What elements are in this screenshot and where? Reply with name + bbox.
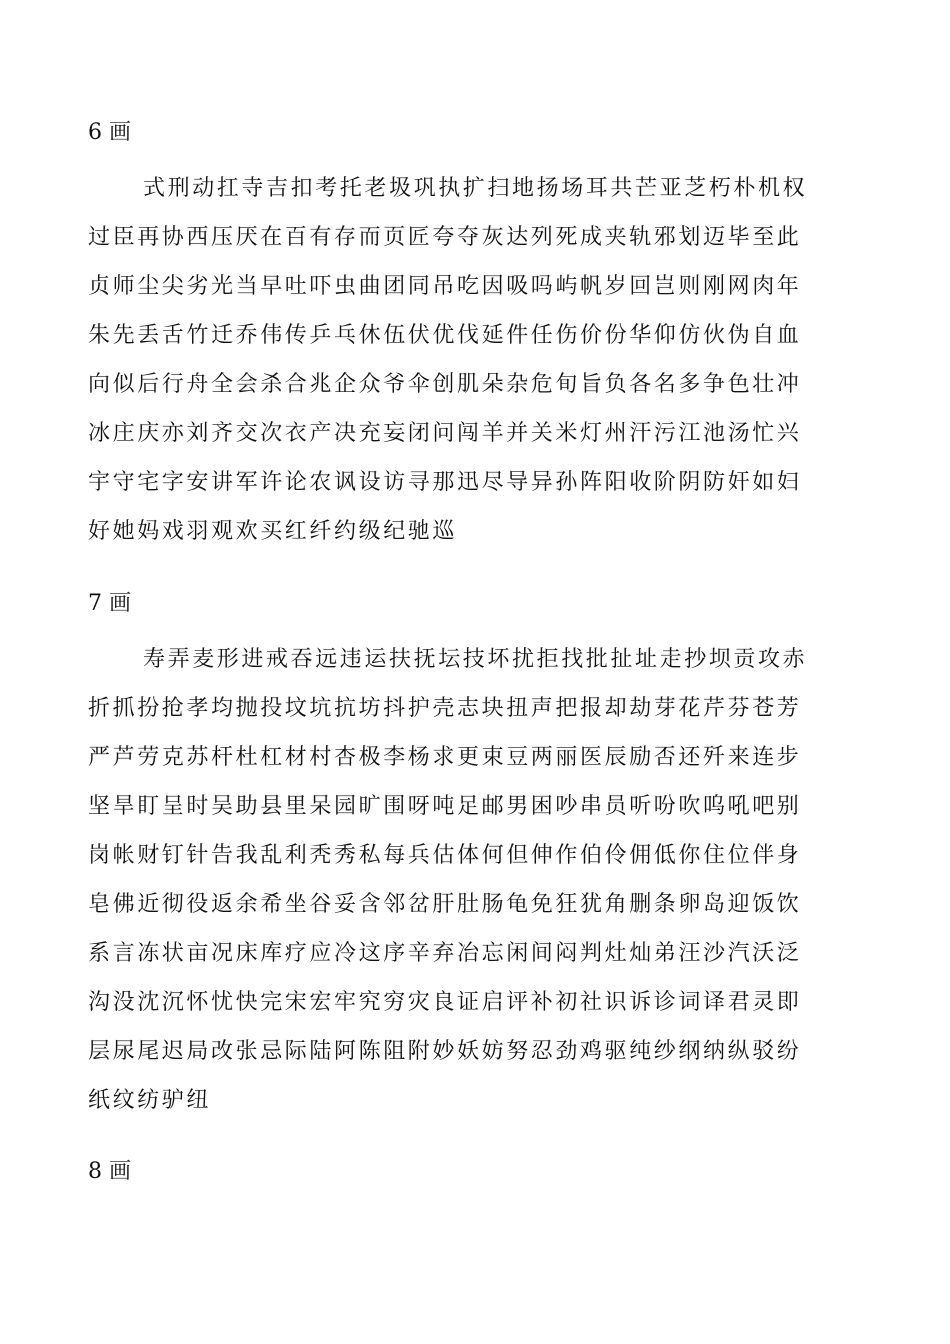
- character-line: 寿弄麦形进戒吞远违运扶抚坛技坏扰拒找批扯址走抄坝贡攻赤: [143, 647, 808, 672]
- character-line: 式刑动扛寺吉扣考托老圾巩执扩扫地扬场耳共芒亚芝朽朴机权: [143, 176, 808, 201]
- section-7-strokes-characters: [88, 635, 868, 1125]
- character-line: 好她妈戏羽观欢买红纤约级纪驰巡: [88, 519, 458, 544]
- character-line: 严芦劳克苏杆杜杠材村杏极李杨求更束豆两丽医辰励否还歼来连步: [88, 745, 802, 770]
- character-line: 层尿尾迟局改张忌际陆阿陈阻附妙妖妨努忍劲鸡驱纯纱纲纳纵驳纷: [88, 1039, 802, 1064]
- character-line: 坚旱盯呈时吴助县里呆园旷围呀吨足邮男困吵串员听吩吹呜吼吧别: [88, 794, 802, 819]
- character-line: 向似后行舟全会杀合兆企众爷伞创肌朵杂危旬旨负各名多争色壮冲: [88, 372, 802, 397]
- character-line: 沟没沈沉怀忧快完宋宏牢究穷灾良证启评补初社识诉诊词译君灵即: [88, 990, 802, 1015]
- character-line: 过臣再协西压厌在百有存而页匠夸夺灰达列死成夹轨邪划迈毕至此: [88, 225, 802, 250]
- character-line: 系言冻状亩况床库疗应冷这序辛弃冶忘闲间闷判灶灿弟汪沙汽沃泛: [88, 941, 802, 966]
- character-line: 皂佛近彻役返余希坐谷妥含邻岔肝肚肠龟免狂犹角删条卵岛迎饭饮: [88, 892, 802, 917]
- character-line: 岗帐财钉针告我乱利秃秀私每兵估体何但伸作伯伶佣低你住位伴身: [88, 843, 802, 868]
- character-line: 贞师尘尖劣光当早吐吓虫曲团同吊吃因吸吗屿帆岁回岂则刚网肉年: [88, 274, 802, 299]
- section-6-strokes-characters: [88, 164, 868, 556]
- character-line: 宇守宅字安讲军许论农讽设访寻那迅尽导异孙阵阳收阶阴防奸如妇: [88, 470, 802, 495]
- section-heading-6-strokes: 6 画: [88, 120, 131, 145]
- section-heading-7-strokes: 7 画: [88, 591, 131, 616]
- character-line: 朱先丢舌竹迁乔伟传乒乓休伍伏优伐延件任伤价份华仰仿伙伪自血: [88, 323, 802, 348]
- section-heading-8-strokes: 8 画: [88, 1159, 131, 1184]
- character-line: 折抓扮抢孝均抛投坟坑抗坊抖护壳志块扭声把报却劫芽花芹芬苍芳: [88, 696, 802, 721]
- character-line: 冰庄庆亦刘齐交次衣产决充妄闭问闯羊并关米灯州汗污江池汤忙兴: [88, 421, 802, 446]
- character-line: 纸纹纺驴纽: [88, 1088, 212, 1113]
